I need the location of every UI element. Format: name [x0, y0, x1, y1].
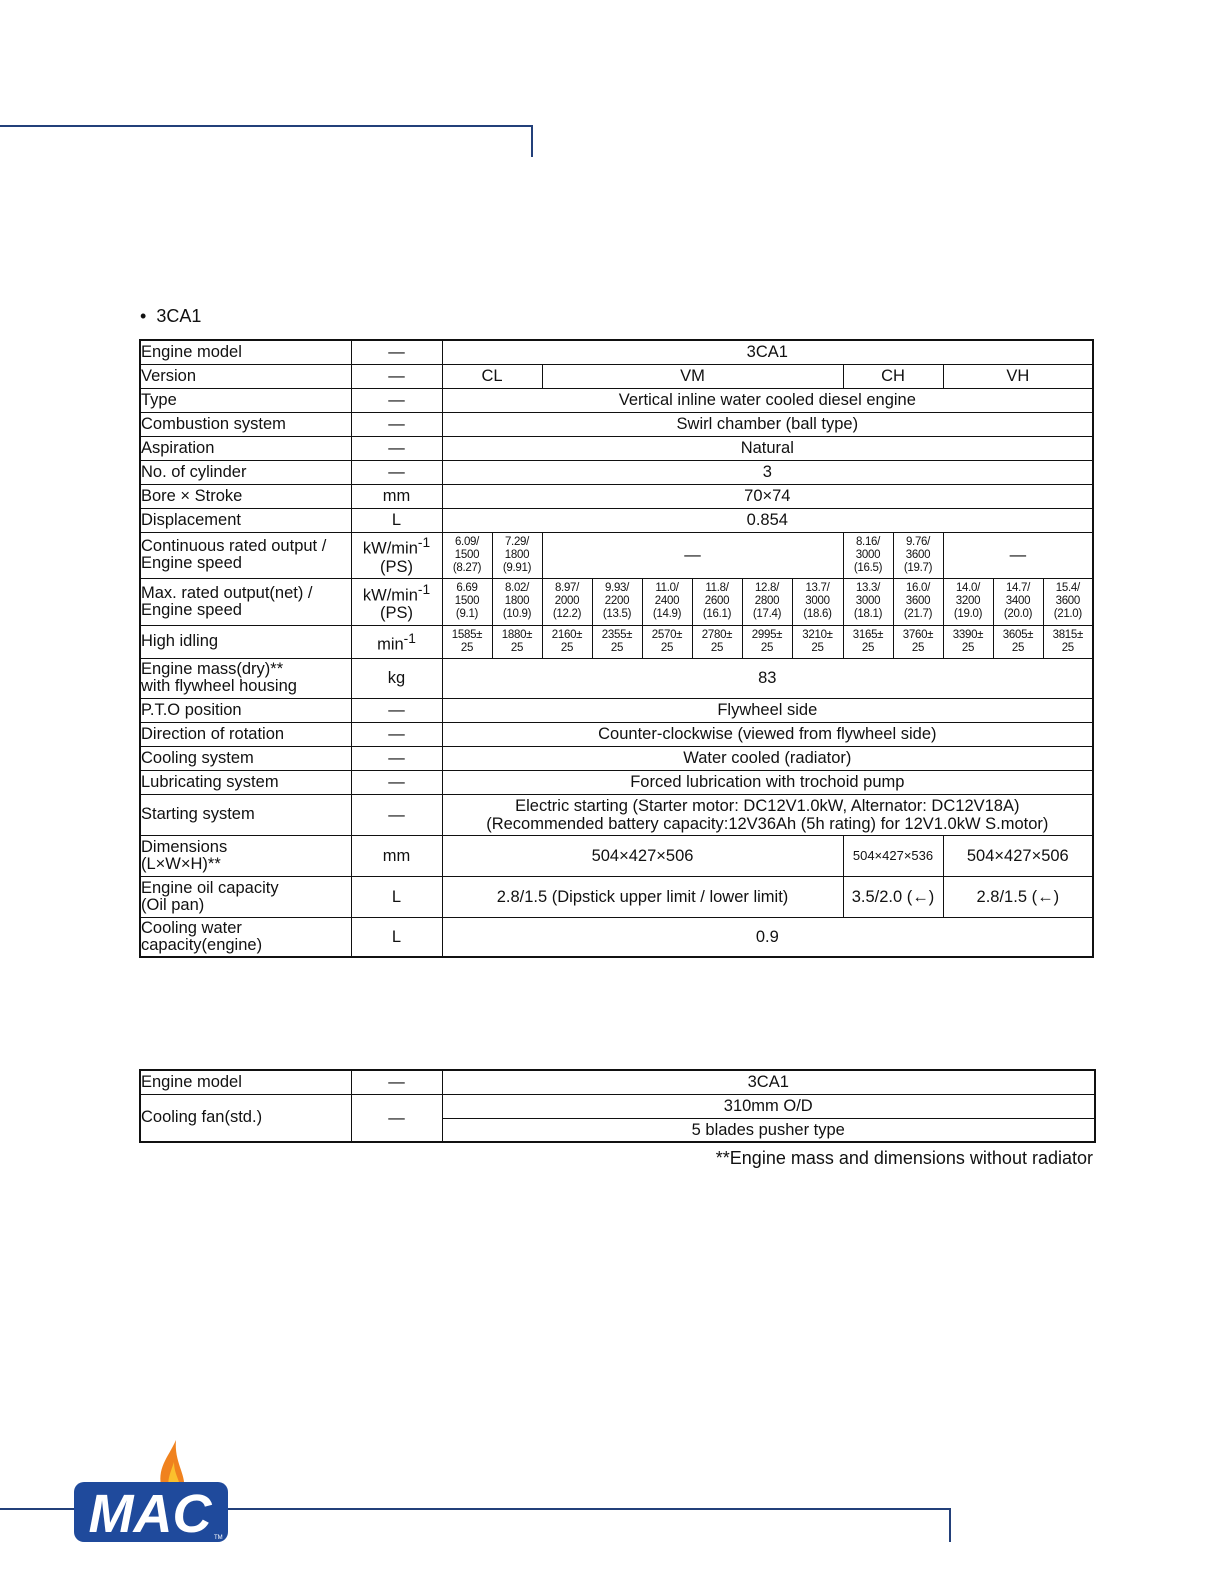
row-unit: mm [351, 484, 442, 508]
combustion-value: Swirl chamber (ball type) [442, 412, 1093, 436]
header-rule [0, 125, 533, 157]
max-output-cell: 16.0/ 3600 (21.7) [893, 578, 943, 625]
row-label [140, 917, 351, 957]
version-vh: VH [943, 364, 1093, 388]
fan-type-value: 5 blades pusher type [442, 1118, 1095, 1142]
table-row [140, 388, 1093, 412]
logo-tm: TM [214, 1535, 223, 1541]
row-unit: — [351, 388, 442, 412]
table-row [140, 746, 1093, 770]
max-output-cell: 6.69 1500 (9.1) [442, 578, 492, 625]
row-label [140, 532, 351, 578]
row-unit: $\min^{-1}$ [351, 625, 442, 658]
row-unit: — [351, 1094, 442, 1142]
idling-cell: 1585± 25 [442, 625, 492, 658]
output-cell: 6.09/ 1500 (8.27) [442, 532, 492, 578]
row-label: Engine model [140, 1070, 351, 1094]
table-row [140, 698, 1093, 722]
row-label-line: Max. rated output(net) / [141, 583, 313, 602]
type-value: Vertical inline water cooled diesel engine [442, 388, 1093, 412]
output-cell-empty: — [542, 532, 843, 578]
row-unit: — [351, 794, 442, 835]
table-row [140, 484, 1093, 508]
output-cell-empty: — [943, 532, 1093, 578]
idling-cell: 3815± 25 [1043, 625, 1093, 658]
idling-cell: 2995± 25 [742, 625, 792, 658]
row-unit: — [351, 436, 442, 460]
row-label: Engine model [140, 340, 351, 364]
aspiration-value: Natural [442, 436, 1093, 460]
spec-table [139, 339, 1094, 958]
engine-model-value: 3CA1 [442, 340, 1093, 364]
displacement-value: 0.854 [442, 508, 1093, 532]
row-unit: mm [351, 835, 442, 876]
idling-cell: 2780± 25 [692, 625, 742, 658]
row-unit [351, 532, 442, 578]
idling-cell: 3605± 25 [993, 625, 1043, 658]
table-row [140, 917, 1093, 957]
starting-value: Electric starting (Starter motor: DC12V1.0kW, Alternator: DC12V18A) (Recommended battery capacity:12V36Ah (5h rating) for 12V1.0kW S.motor) [442, 794, 1093, 835]
row-label-line: (L×W×H)** [141, 854, 221, 873]
row-unit: — [351, 1070, 442, 1094]
table-row [140, 578, 1093, 625]
row-label: Lubricating system [140, 770, 351, 794]
unit-line: (PS) [380, 557, 413, 576]
row-label-line: Engine oil capacity [141, 878, 279, 897]
fan-size-value: 310mm O/D [442, 1094, 1095, 1118]
table-row [140, 412, 1093, 436]
row-label-line: Cooling water [141, 918, 242, 937]
row-label [140, 835, 351, 876]
unit-line: $kW/\min^{-1}$ [362, 581, 431, 605]
table-row [140, 364, 1093, 388]
table-row [140, 460, 1093, 484]
table-row [140, 658, 1093, 698]
table-row [140, 625, 1093, 658]
max-output-cell: 13.3/ 3000 (18.1) [843, 578, 893, 625]
row-label-line: Continuous rated output / [141, 537, 327, 555]
row-unit: — [351, 698, 442, 722]
row-unit: L [351, 876, 442, 917]
idling-cell: 3390± 25 [943, 625, 993, 658]
oil-ch: 3.5/2.0 (←) [843, 876, 943, 917]
max-output-cell: 12.8/ 2800 (17.4) [742, 578, 792, 625]
version-vm: VM [542, 364, 843, 388]
water-value: 0.9 [442, 917, 1093, 957]
footnote: **Engine mass and dimensions without radiator [715, 1148, 1093, 1168]
idling-cell: 3165± 25 [843, 625, 893, 658]
table-row [140, 835, 1093, 876]
max-output-cell: 9.93/ 2200 (13.5) [592, 578, 642, 625]
row-label: Cooling fan(std.) [140, 1094, 351, 1142]
lubrication-value: Forced lubrication with trochoid pump [442, 770, 1093, 794]
row-unit: — [351, 412, 442, 436]
bore-value: 70×74 [442, 484, 1093, 508]
row-label [140, 578, 351, 625]
max-output-cell: 14.0/ 3200 (19.0) [943, 578, 993, 625]
table-row [140, 532, 1093, 578]
idling-cell: 3210± 25 [792, 625, 843, 658]
table-row [140, 1094, 1095, 1118]
row-unit: L [351, 508, 442, 532]
idling-cell: 2570± 25 [642, 625, 692, 658]
fan-table [139, 1069, 1096, 1143]
cooling-value: Water cooled (radiator) [442, 746, 1093, 770]
cylinders-value: 3 [442, 460, 1093, 484]
row-label-line: (Oil pan) [141, 895, 205, 914]
mac-logo [70, 1440, 230, 1544]
row-unit: — [351, 722, 442, 746]
row-unit: — [351, 460, 442, 484]
max-output-cell: 14.7/ 3400 (20.0) [993, 578, 1043, 625]
table-row [140, 508, 1093, 532]
row-unit: — [351, 340, 442, 364]
row-label: Bore × Stroke [140, 484, 351, 508]
max-output-cell: 11.0/ 2400 (14.9) [642, 578, 692, 625]
table-row [140, 1070, 1095, 1094]
row-label [140, 876, 351, 917]
row-unit: kg [351, 658, 442, 698]
table-row [140, 794, 1093, 835]
logo-text: MAC [88, 1484, 212, 1544]
version-ch: CH [843, 364, 943, 388]
output-cell: 8.16/ 3000 (16.5) [843, 532, 893, 578]
output-cell: 9.76/ 3600 (19.7) [893, 532, 943, 578]
dimensions-clvm: 504×427×506 [442, 835, 843, 876]
bullet-icon: • [140, 306, 147, 326]
row-label: Starting system [140, 794, 351, 835]
mass-value: 83 [442, 658, 1093, 698]
oil-vh: 2.8/1.5 (←) [943, 876, 1093, 917]
max-output-cell: 8.97/ 2000 (12.2) [542, 578, 592, 625]
row-label: Direction of rotation [140, 722, 351, 746]
section-title: • 3CA1 [140, 306, 202, 326]
row-label-line: Engine speed [141, 600, 242, 619]
pto-value: Flywheel side [442, 698, 1093, 722]
row-label-line: Engine speed [141, 554, 242, 572]
table-row [140, 436, 1093, 460]
dimensions-ch: 504×427×536 [843, 835, 943, 876]
idling-cell: 3760± 25 [893, 625, 943, 658]
max-output-cell: 15.4/ 3600 (21.0) [1043, 578, 1093, 625]
version-cl: CL [442, 364, 542, 388]
row-label: Version [140, 364, 351, 388]
unit-line: (PS) [380, 604, 413, 623]
oil-clvm: 2.8/1.5 (Dipstick upper limit / lower limit) [442, 876, 843, 917]
row-label [140, 658, 351, 698]
row-unit: — [351, 746, 442, 770]
row-label: P.T.O position [140, 698, 351, 722]
row-unit: — [351, 364, 442, 388]
row-label: Displacement [140, 508, 351, 532]
idling-cell: 2355± 25 [592, 625, 642, 658]
row-label: High idling [140, 625, 351, 658]
row-label-line: capacity(engine) [141, 935, 263, 954]
table-row [140, 770, 1093, 794]
row-unit [351, 578, 442, 625]
max-output-cell: 13.7/ 3000 (18.6) [792, 578, 843, 625]
row-label: Aspiration [140, 436, 351, 460]
table-row [140, 340, 1093, 364]
max-output-cell: 11.8/ 2600 (16.1) [692, 578, 742, 625]
fan-engine-model-value: 3CA1 [442, 1070, 1095, 1094]
output-cell: 7.29/ 1800 (9.91) [492, 532, 542, 578]
rotation-value: Counter-clockwise (viewed from flywheel side) [442, 722, 1093, 746]
row-label: Combustion system [140, 412, 351, 436]
row-label-line: Dimensions [141, 837, 228, 856]
row-label-line: Engine mass(dry)** [141, 660, 284, 678]
idling-cell: 2160± 25 [542, 625, 592, 658]
row-label: Type [140, 388, 351, 412]
idling-cell: 1880± 25 [492, 625, 542, 658]
row-unit: L [351, 917, 442, 957]
table-row [140, 722, 1093, 746]
row-unit: — [351, 770, 442, 794]
row-label-line: with flywheel housing [141, 677, 297, 695]
max-output-cell: 8.02/ 1800 (10.9) [492, 578, 542, 625]
dimensions-vh: 504×427×506 [943, 835, 1093, 876]
row-label: No. of cylinder [140, 460, 351, 484]
table-row [140, 876, 1093, 917]
unit-line: $kW/\min^{-1}$ [362, 535, 431, 558]
row-label: Cooling system [140, 746, 351, 770]
